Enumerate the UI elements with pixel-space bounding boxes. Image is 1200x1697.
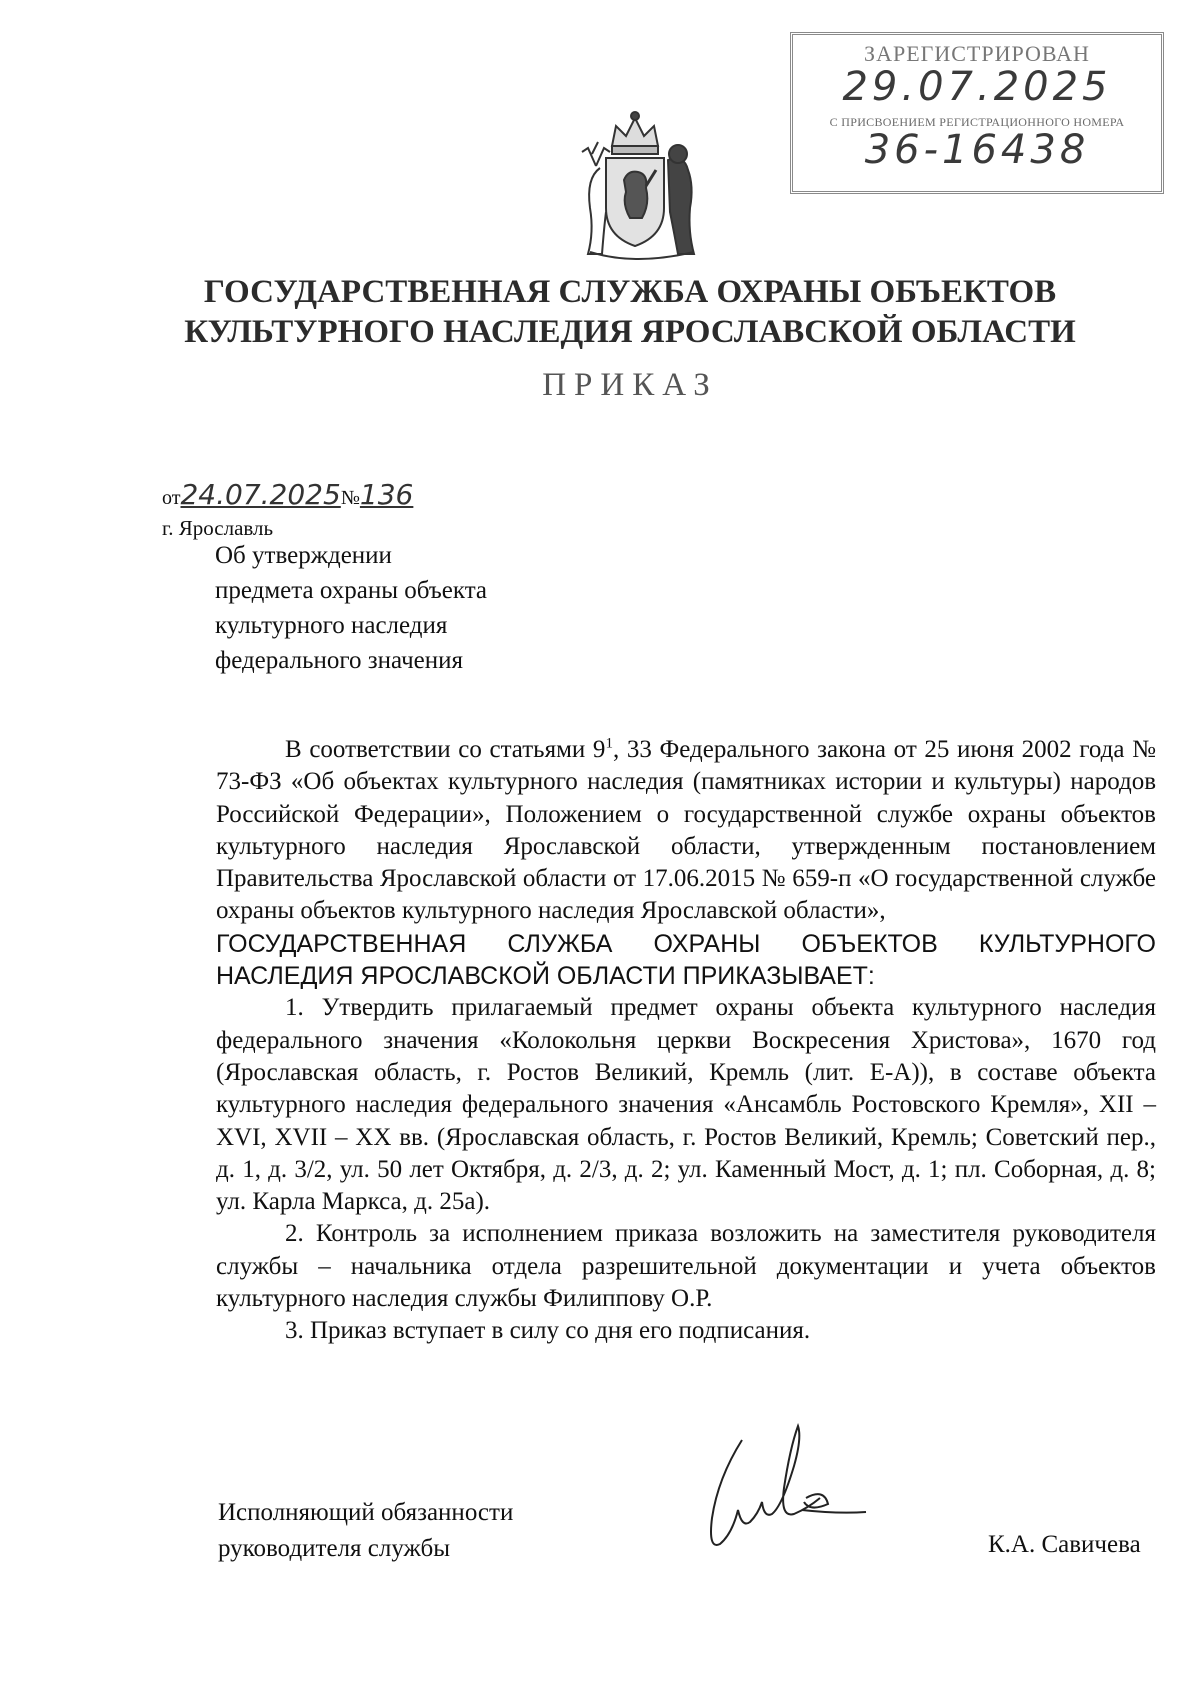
subject-line: Об утверждении [215,542,392,569]
order-item-3: 3. Приказ вступает в силу со дня его подписания. [285,1317,811,1345]
subject-line: предмета охраны объекта [215,577,488,604]
order-dateline [162,478,413,511]
yaroslavl-coat-of-arms-icon [560,108,710,260]
stamp-title: ЗАРЕГИСТРИРОВАН [864,41,1090,66]
stamp-number: 36-16438 [864,127,1090,173]
orders-caps-line: ГОСУДАРСТВЕННАЯ СЛУЖБА ОХРАНЫ ОБЪЕКТОВ КУЛЬТУРНОГО НАСЛЕДИЯ ЯРОСЛАВСКОЙ ОБЛАСТИ ПРИКАЗЫВАЕТ: [216,929,1156,991]
stamp-date: 29.07.2025 [842,64,1112,110]
order-item-2: 2. Контроль за исполнением приказа возложить на заместителя руководителя службы – начальника отдела разрешительной документации и учета объектов культурного наследия службы Филиппову О.Р. [216,1220,1156,1313]
registration-stamp [790,32,1164,194]
article-superscript: 1 [605,735,613,752]
handwritten-signature [698,1418,868,1568]
signer-name: К.А. Савичева [988,1531,1141,1558]
subject-line: федерального значения [215,647,464,674]
date-prefix: от [162,487,181,509]
subject-line: культурного наследия [215,612,448,639]
order-item-1: 1. Утвердить прилагаемый предмет охраны объекта культурного наследия федерального значения «Колокольня церкви Воскресения Христова», 1670 год (Ярославская область, г. Ростов Великий, Кремль (лит. Е-А)), в составе объекта культурного наследия федерального значения «Ансамбль Ростовского Кремля», XII – XVI, XVII – XX вв. (Ярославская область, г. Ростов Великий, Кремль; Советский пер., д. 1, д. 3/2, ул. 50 лет Октября, д. 2/3, д. 2; ул. Каменный Мост, д. 1; пл. Соборная, д. 8; ул. Карла Маркса, д. 25а). [216,994,1156,1216]
signer-position-line-2: руководителя службы [218,1535,451,1562]
document-type-title: ПРИКАЗ [542,367,718,403]
agency-name-line-1: ГОСУДАРСТВЕННАЯ СЛУЖБА ОХРАНЫ ОБЪЕКТОВ [203,274,1057,310]
stamp-subtitle: С ПРИСВОЕНИЕМ РЕГИСТРАЦИОННОГО НОМЕРА [829,115,1125,129]
order-city: г. Ярославль [162,516,274,540]
order-number: 136 [359,478,414,511]
signer-position [218,1495,513,1567]
preamble-text: В соответствии со статьями 9 [285,736,606,763]
order-subject [215,538,487,678]
preamble-paragraph [216,734,1156,928]
preamble-text-cont: , 33 Федерального закона от 25 июня 2002 года № 73-ФЗ «Об объектах культурного наследия (памятниках истории и культуры) народов Российской Федерации», Положением о государственной службе охраны объектов культурного наследия Ярославской области, утвержденным постановлением Правительства Ярославской области от 17.06.2015 № 659-п «О государственной службе охраны объектов культурного наследия Ярославской области», [216,736,1156,925]
signer-position-line-1: Исполняющий обязанности [218,1499,514,1526]
order-date: 24.07.2025 [180,478,341,511]
number-sign: № [340,487,360,509]
order-body [216,734,1156,1348]
agency-name-line-2: КУЛЬТУРНОГО НАСЛЕДИЯ ЯРОСЛАВСКОЙ ОБЛАСТИ [184,314,1076,350]
